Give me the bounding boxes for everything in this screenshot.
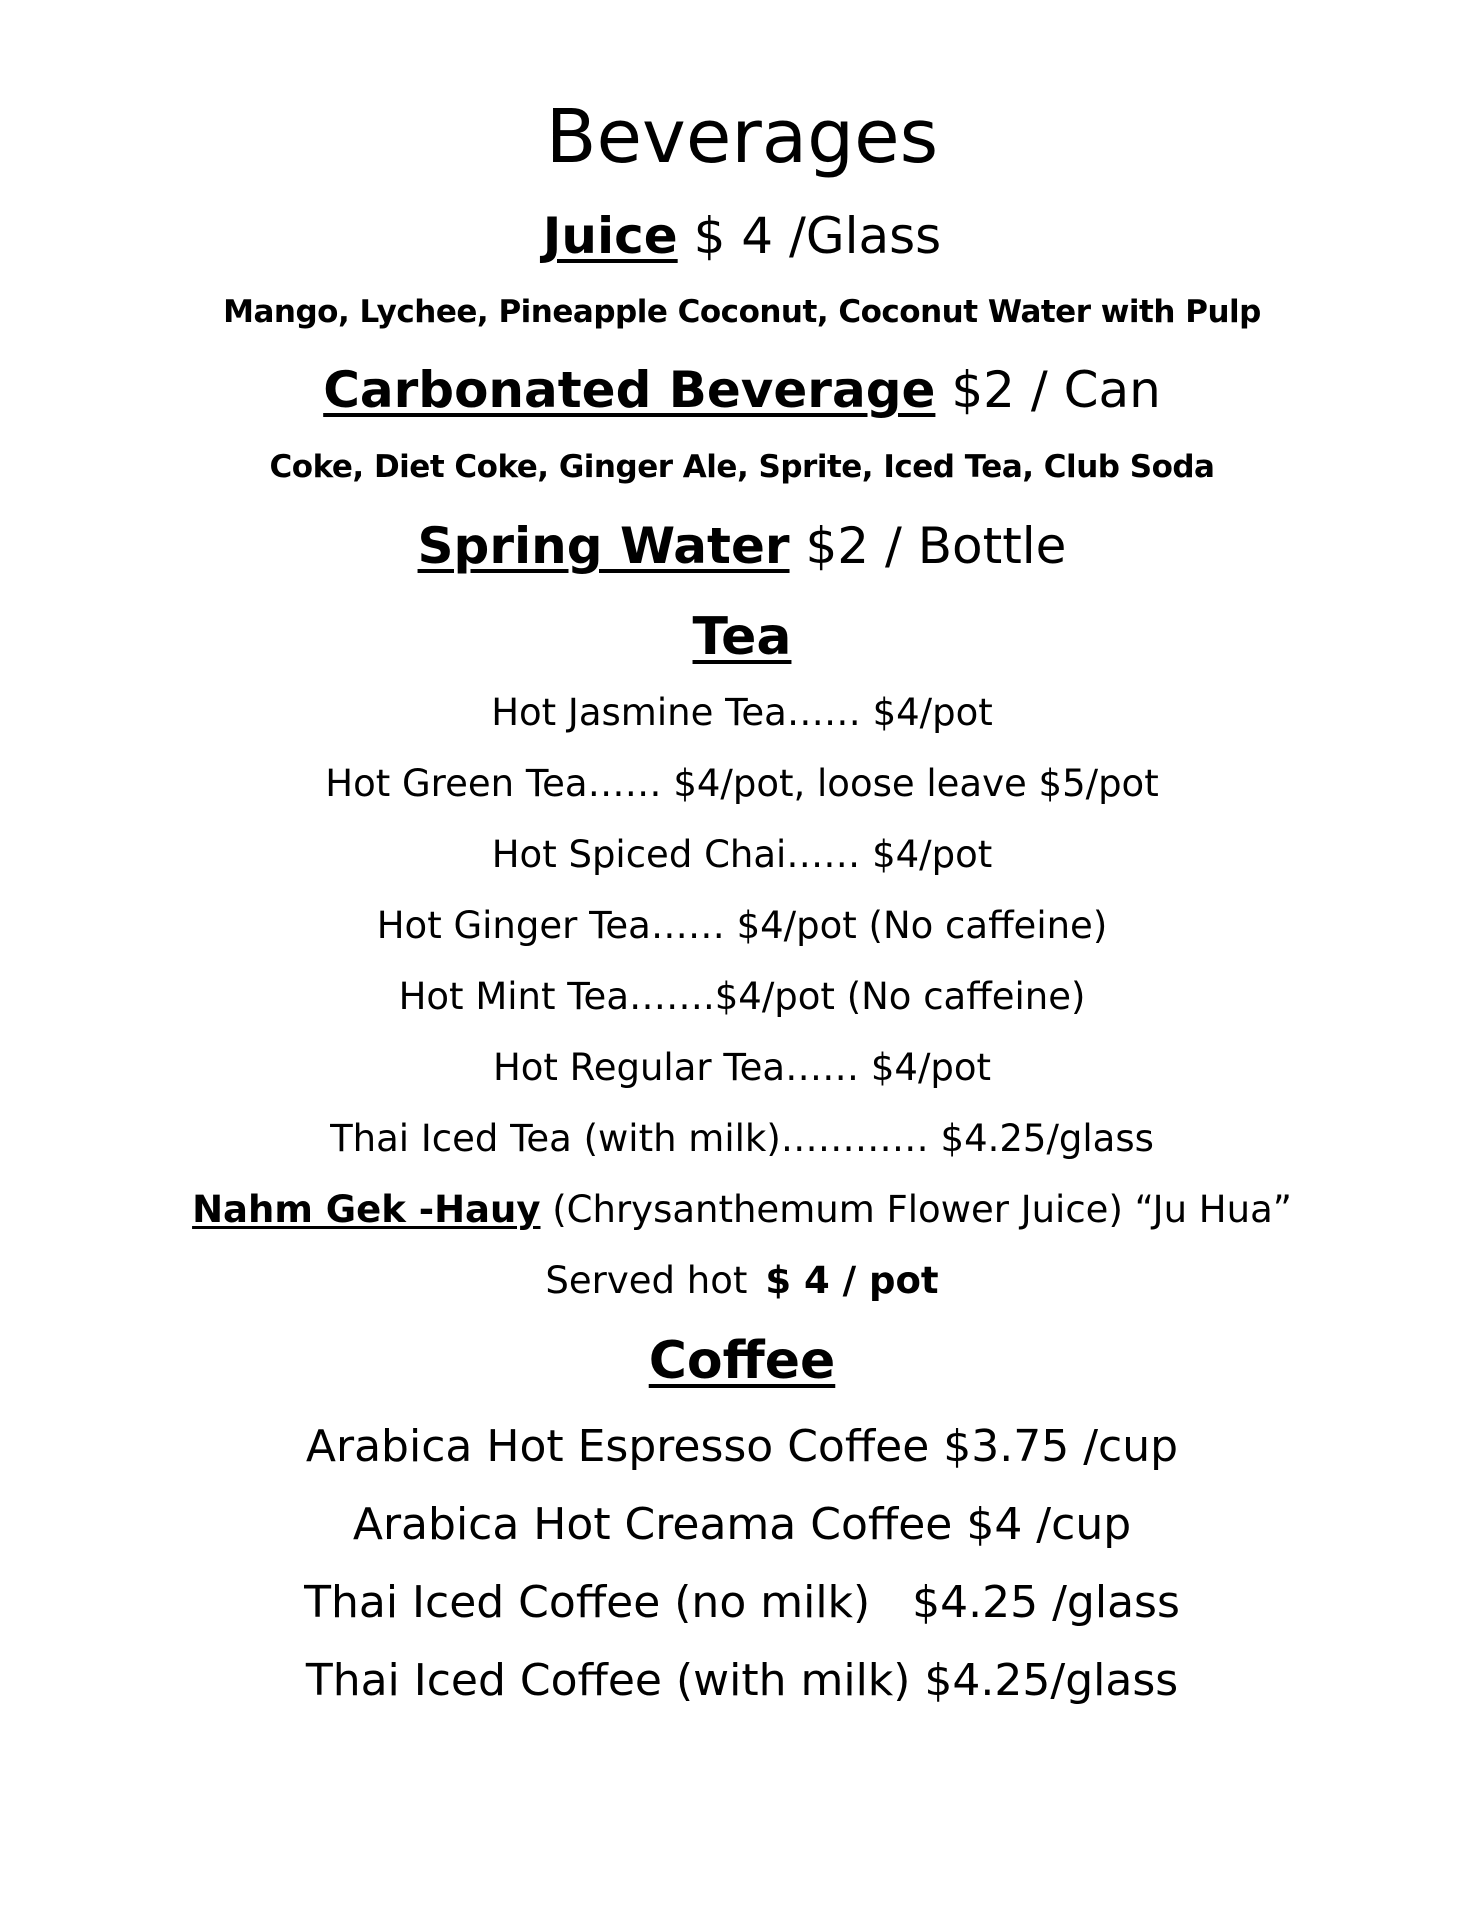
- coffee-item: Thai Iced Coffee (with milk) $4.25/glass: [305, 1655, 1179, 1706]
- coffee-item: Arabica Hot Espresso Coffee $3.75 /cup: [305, 1421, 1179, 1472]
- juice-price: $ 4 /Glass: [693, 207, 942, 265]
- juice-items: Mango, Lychee, Pineapple Coconut, Coconut Water with Pulp: [223, 294, 1261, 330]
- tea-item: Hot Ginger Tea…… $4/pot (No caffeine): [376, 904, 1108, 947]
- tea-item: Hot Mint Tea…….$4/pot (No caffeine): [398, 975, 1086, 1018]
- juice-name: Juice: [542, 207, 678, 265]
- carbonated-price: $2 / Can: [951, 361, 1161, 419]
- tea-item: Hot Green Tea…… $4/pot, loose leave $5/pot: [325, 762, 1159, 805]
- nahm-served-line: [0, 1260, 1484, 1303]
- spring-water-price: $2 / Bottle: [805, 517, 1067, 575]
- nahm-gek-hauy-name: Nahm Gek -Hauy: [192, 1188, 541, 1231]
- coffee-heading: Coffee: [648, 1331, 836, 1391]
- nahm-served-text: Served hot: [545, 1259, 748, 1302]
- coffee-item: Thai Iced Coffee (no milk) $4.25 /glass: [304, 1577, 1180, 1628]
- nahm-price: $ 4 / pot: [765, 1259, 939, 1302]
- carbonated-items: Coke, Diet Coke, Ginger Ale, Sprite, Iced Tea, Club Soda: [269, 449, 1215, 485]
- tea-item: Thai Iced Tea (with milk)………… $4.25/glass: [330, 1117, 1154, 1160]
- spring-water-name: Spring Water: [417, 517, 790, 575]
- page-title: Beverages: [545, 94, 939, 180]
- tea-item: Hot Regular Tea…… $4/pot: [492, 1046, 992, 1089]
- tea-item: Hot Jasmine Tea…… $4/pot: [491, 691, 993, 734]
- coffee-item: Arabica Hot Creama Coffee $4 /cup: [352, 1499, 1132, 1550]
- tea-item: Hot Spiced Chai…… $4/pot: [491, 833, 993, 876]
- carbonated-name: Carbonated Beverage: [323, 361, 936, 419]
- carbonated-heading: [0, 362, 1484, 420]
- tea-heading: Tea: [692, 607, 792, 667]
- juice-heading: [0, 208, 1484, 266]
- nahm-gek-hauy-description: (Chrysanthemum Flower Juice) “Ju Hua”: [552, 1188, 1292, 1231]
- nahm-gek-hauy-line: [0, 1189, 1484, 1232]
- spring-water-heading: [0, 518, 1484, 576]
